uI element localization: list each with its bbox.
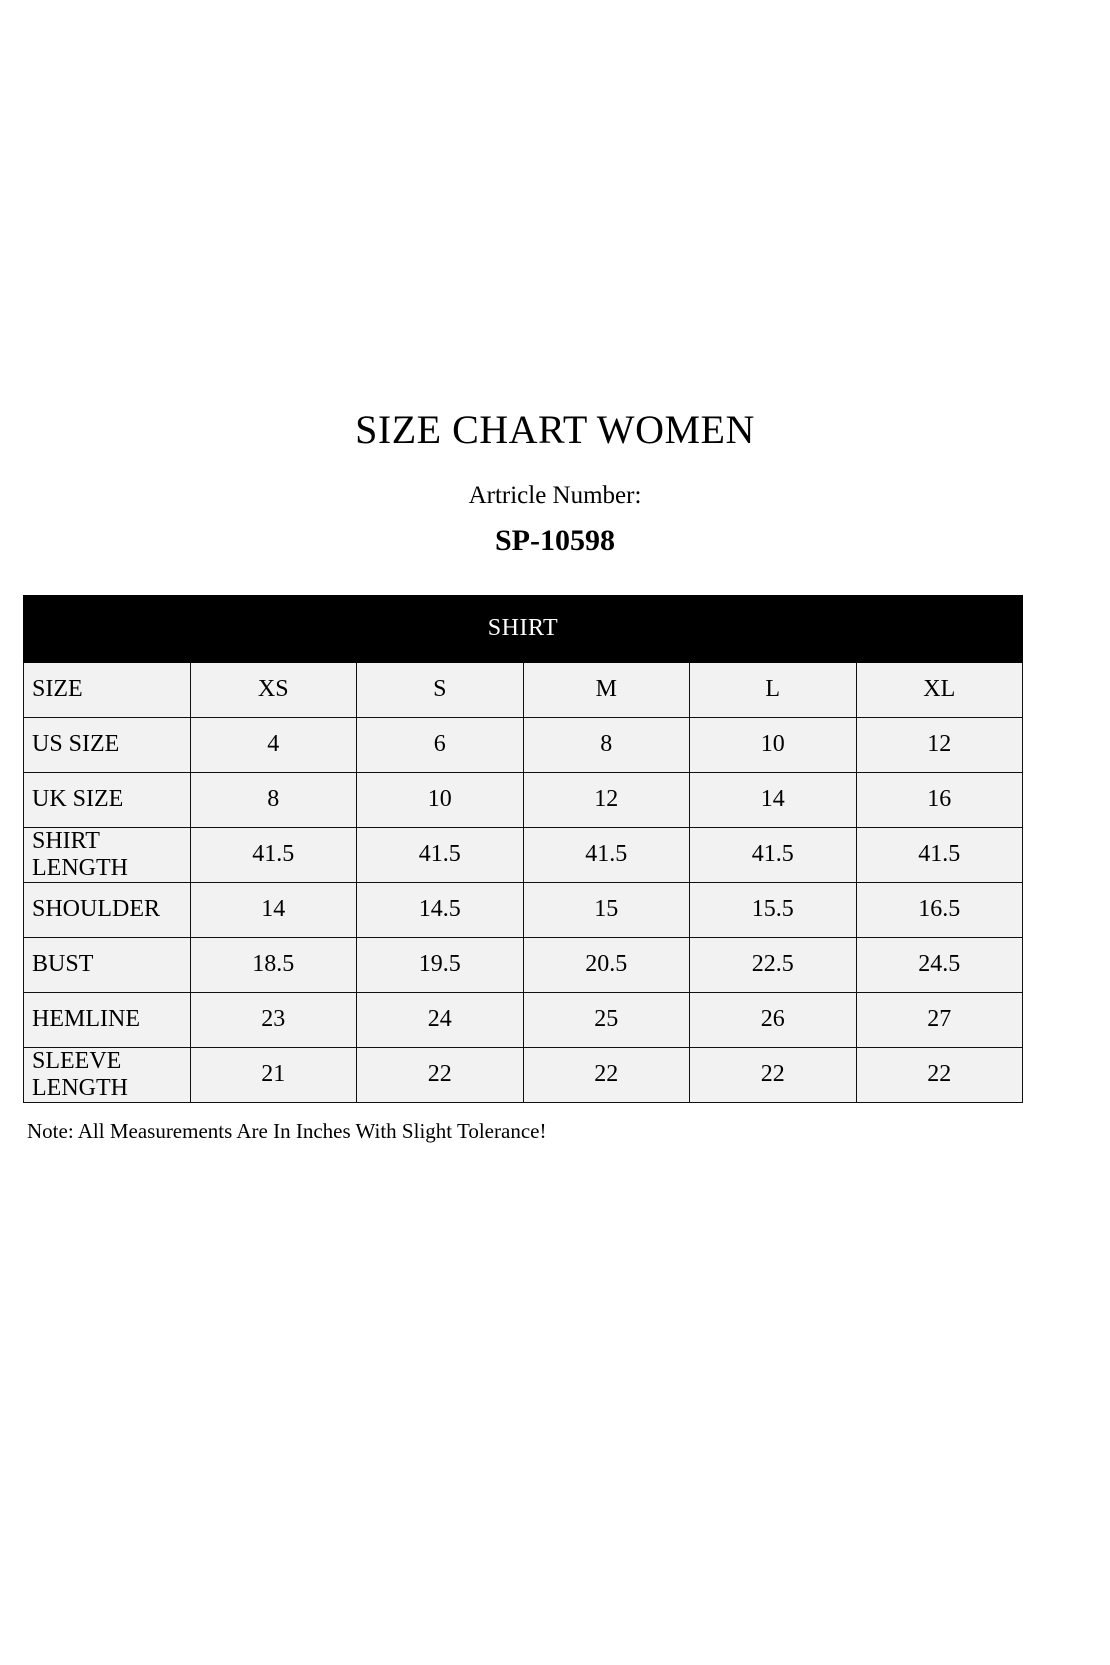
row-label: US SIZE	[24, 717, 191, 772]
row-label: SLEEVE LENGTH	[24, 1047, 191, 1102]
table-row	[24, 882, 1023, 937]
table-cell: 14	[190, 882, 357, 937]
table-cell: 16.5	[856, 882, 1023, 937]
row-label: SIZE	[24, 662, 191, 717]
table-cell: 12	[523, 772, 690, 827]
table-cell: 41.5	[690, 827, 857, 882]
table-cell: 41.5	[190, 827, 357, 882]
table-cell: 8	[190, 772, 357, 827]
table-cell: S	[357, 662, 524, 717]
table-cell: 10	[357, 772, 524, 827]
table-row	[24, 662, 1023, 717]
table-cell: 25	[523, 992, 690, 1047]
table-cell: 15.5	[690, 882, 857, 937]
row-label: BUST	[24, 937, 191, 992]
table-cell: 12	[856, 717, 1023, 772]
table-cell: 22	[357, 1047, 524, 1102]
table-cell: 22	[690, 1047, 857, 1102]
table-row	[24, 1047, 1023, 1102]
page-title: SIZE CHART WOMEN	[355, 407, 755, 452]
document-content	[23, 408, 1087, 1144]
table-cell: 6	[357, 717, 524, 772]
table-banner-row	[24, 595, 1023, 662]
table-cell: 26	[690, 992, 857, 1047]
table-cell: M	[523, 662, 690, 717]
table-cell: 41.5	[523, 827, 690, 882]
row-label: SHIRT LENGTH	[24, 827, 191, 882]
table-row	[24, 827, 1023, 882]
table-cell: 24	[357, 992, 524, 1047]
row-label: HEMLINE	[24, 992, 191, 1047]
measurement-note: Note: All Measurements Are In Inches With Slight Tolerance!	[27, 1118, 547, 1143]
article-number-label: Artricle Number:	[468, 482, 642, 509]
table-cell: 41.5	[357, 827, 524, 882]
table-cell: 41.5	[856, 827, 1023, 882]
table-cell: 27	[856, 992, 1023, 1047]
table-cell: L	[690, 662, 857, 717]
table-cell: 22.5	[690, 937, 857, 992]
table-cell: 21	[190, 1047, 357, 1102]
row-label: UK SIZE	[24, 772, 191, 827]
table-cell: 15	[523, 882, 690, 937]
table-cell: 10	[690, 717, 857, 772]
article-number-value: SP-10598	[495, 523, 615, 557]
size-chart-table	[23, 595, 1023, 1103]
table-cell: 19.5	[357, 937, 524, 992]
table-cell: 20.5	[523, 937, 690, 992]
table-cell: XS	[190, 662, 357, 717]
table-row	[24, 717, 1023, 772]
row-label: SHOULDER	[24, 882, 191, 937]
table-cell: 23	[190, 992, 357, 1047]
table-row	[24, 992, 1023, 1047]
table-cell: 18.5	[190, 937, 357, 992]
table-row	[24, 937, 1023, 992]
table-cell: XL	[856, 662, 1023, 717]
table-cell: 4	[190, 717, 357, 772]
table-cell: 14	[690, 772, 857, 827]
table-cell: 8	[523, 717, 690, 772]
table-row	[24, 772, 1023, 827]
table-cell: 22	[856, 1047, 1023, 1102]
table-banner-cell: SHIRT	[24, 595, 1023, 662]
table-cell: 16	[856, 772, 1023, 827]
table-cell: 14.5	[357, 882, 524, 937]
table-cell: 24.5	[856, 937, 1023, 992]
table-cell: 22	[523, 1047, 690, 1102]
